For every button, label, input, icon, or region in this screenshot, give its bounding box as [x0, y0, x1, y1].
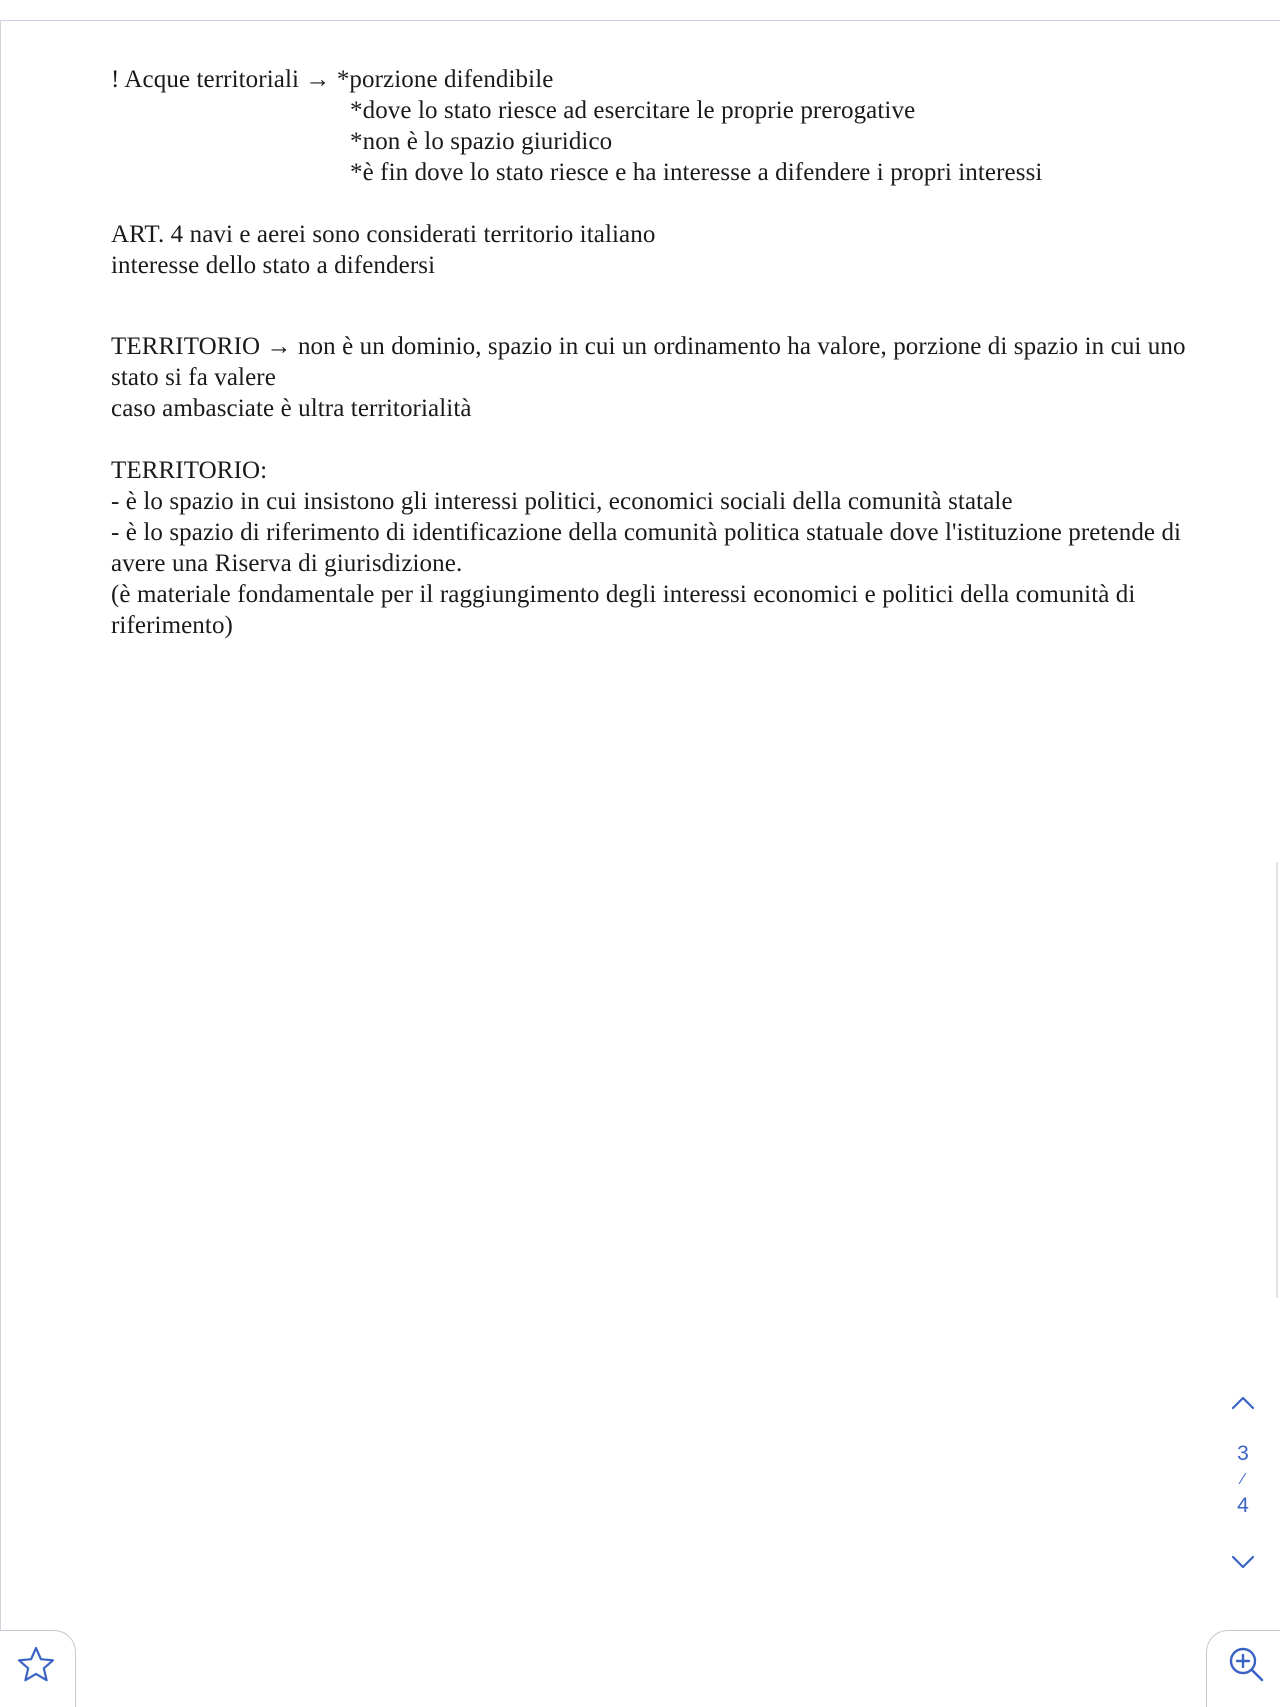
text-line: ART. 4 navi e aerei sono considerati territorio italiano [111, 221, 656, 248]
text-paragraph: TERRITORIO → non è un dominio, spazio in cui un ordinamento ha valore, porzione di spazio in cui uno stato si fa valere [111, 333, 1186, 391]
text-line: ! Acque territoriali → *porzione difendibile [111, 66, 554, 93]
previous-page-button[interactable] [1228, 1392, 1258, 1414]
text-paragraph: (è materiale fondamentale per il raggiungimento degli interessi economici e politici della comunità di riferimento) [111, 581, 1136, 639]
paragraph-gap [111, 188, 1231, 219]
zoom-in-icon [1227, 1645, 1267, 1685]
page-indicator [1220, 1441, 1266, 1519]
chevron-down-icon [1228, 1551, 1258, 1573]
text-line: *è fin dove lo stato riesce e ha interesse a difendere i propri interessi [350, 159, 1043, 186]
page-content [111, 64, 1231, 641]
page-separator: ⁄ [1241, 1471, 1245, 1488]
page-top-border [0, 20, 1280, 21]
text-line: caso ambasciate è ultra territorialità [111, 395, 472, 422]
text-line: interesse dello stato a difendersi [111, 252, 436, 279]
current-page-number: 3 [1237, 1442, 1249, 1465]
next-page-button[interactable] [1228, 1551, 1258, 1573]
zoom-in-button[interactable] [1206, 1630, 1280, 1707]
bookmark-button[interactable] [0, 1630, 76, 1707]
text-line: *dove lo stato riesce ad esercitare le proprie prerogative [350, 97, 916, 124]
section-heading: TERRITORIO: [111, 457, 268, 484]
text-line: *non è lo spazio giuridico [350, 128, 613, 155]
list-item: - è lo spazio in cui insistono gli interessi politici, economici sociali della comunità statale [111, 488, 1013, 515]
chevron-up-icon [1228, 1392, 1258, 1414]
total-pages-number: 4 [1237, 1494, 1249, 1517]
paragraph-gap [111, 424, 1231, 455]
scrollbar[interactable] [1276, 862, 1278, 1298]
paragraph-gap [111, 281, 1231, 331]
page-left-border [0, 20, 1, 1630]
star-icon [16, 1645, 56, 1685]
list-item: - è lo spazio di riferimento di identificazione della comunità politica statuale dove l'istituzione pretende di avere una Riserva di giurisdizione. [111, 519, 1182, 577]
